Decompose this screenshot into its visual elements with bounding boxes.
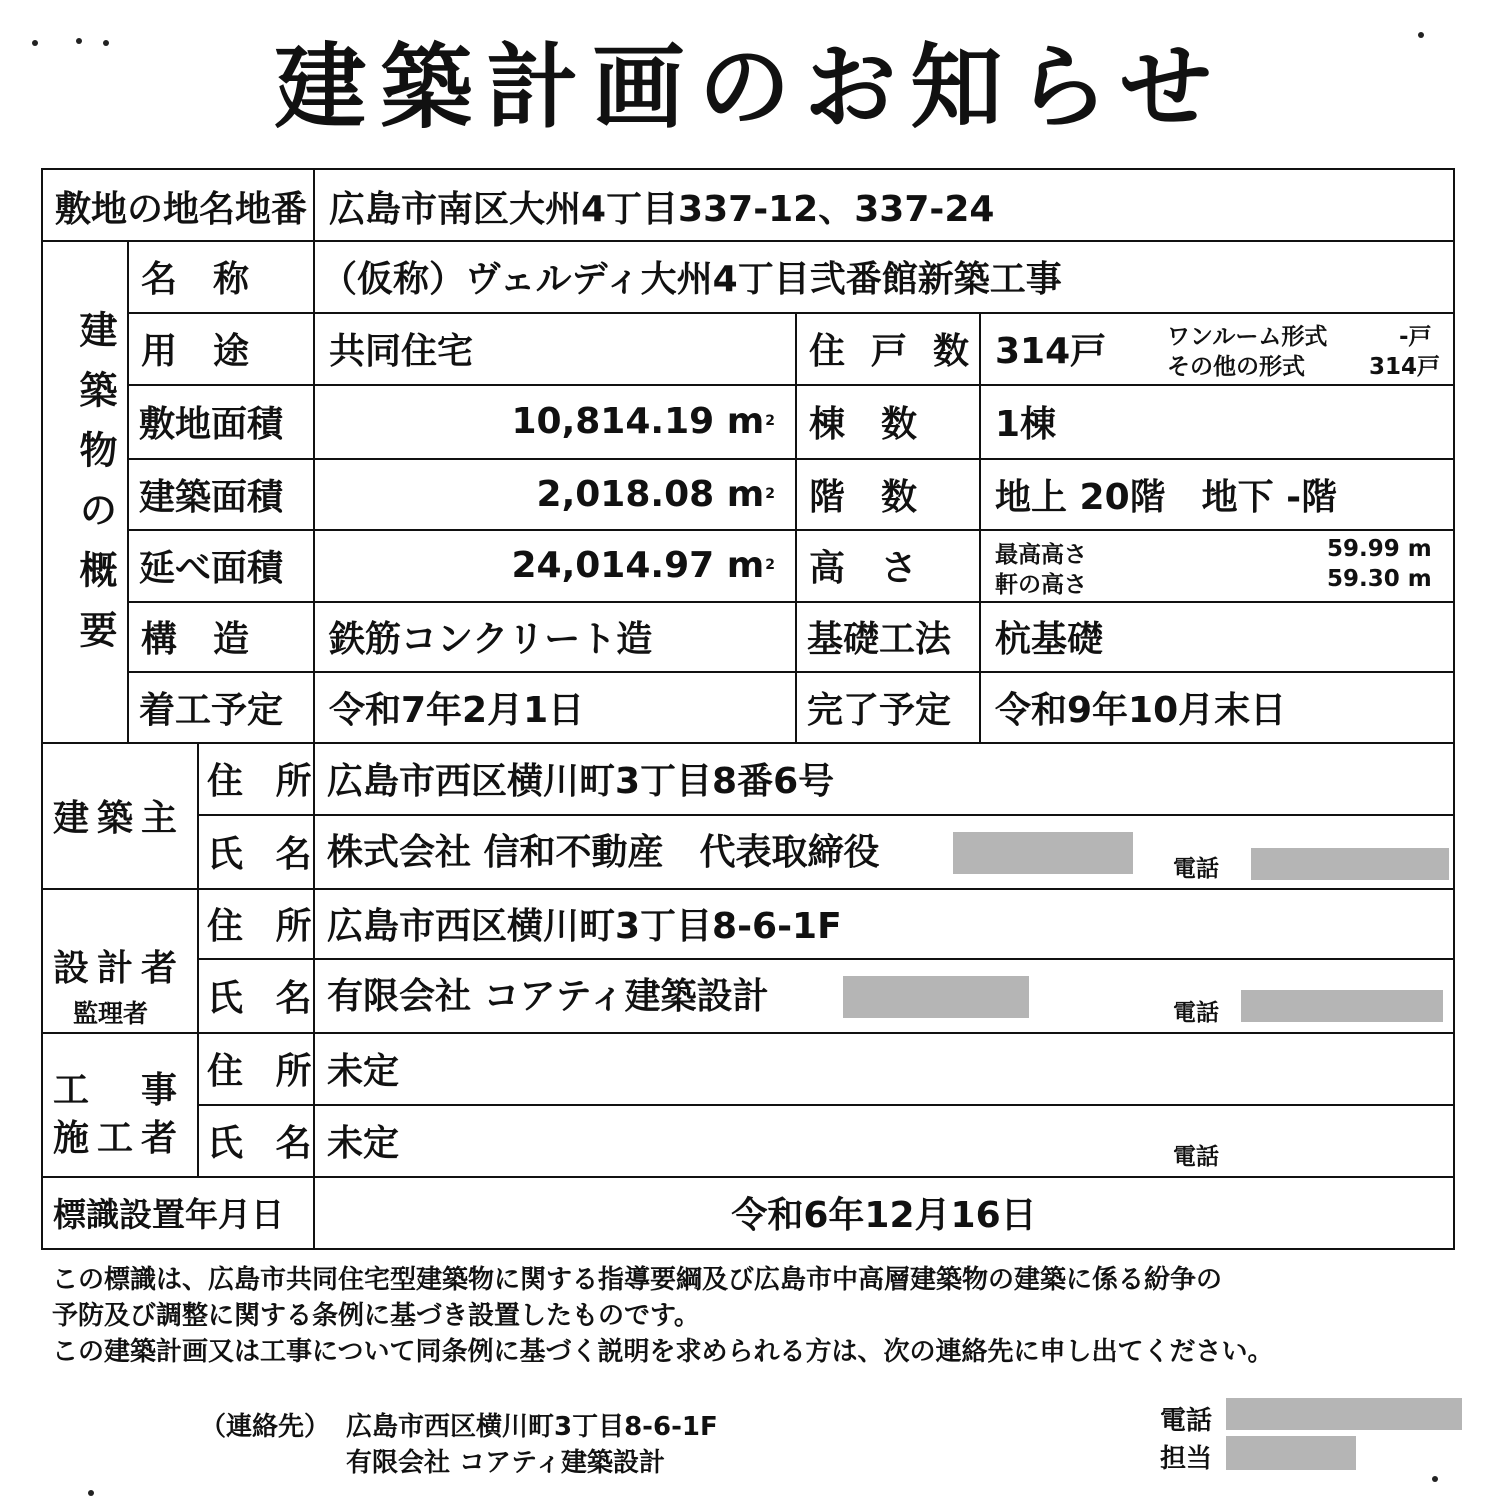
page-title: 建築計画のお知らせ	[274, 34, 1226, 141]
redacted-contact-tel	[1226, 1398, 1462, 1430]
contractor-name-value: 未定	[327, 1122, 400, 1164]
units-value: 314戸	[995, 330, 1107, 372]
eave-height-value: 59.30 m	[1327, 566, 1432, 592]
contractor-address-label: 住 所	[207, 1050, 322, 1092]
redacted-contact-person	[1226, 1436, 1356, 1470]
contractor-group-label-2: 施工者	[53, 1118, 186, 1159]
contact-company: 有限会社 コアティ建築設計	[346, 1448, 665, 1478]
designer-group-label: 設計者	[53, 948, 186, 989]
contractor-tel-label: 電話	[1173, 1144, 1219, 1170]
contact-tel-label: 電話	[1160, 1406, 1213, 1436]
foundation-value: 杭基礎	[995, 618, 1104, 660]
max-height-value: 59.99 m	[1327, 536, 1432, 562]
posted-label: 標識設置年月日	[53, 1194, 284, 1234]
legal-notice	[52, 1262, 1462, 1370]
designer-name-label: 氏 名	[207, 977, 322, 1019]
notice-line: この建築計画又は工事について同条例に基づく説明を求められる方は、次の連絡先に申し出てください。	[52, 1337, 1274, 1367]
completion-value: 令和9年10月末日	[995, 689, 1287, 731]
owner-address-label: 住 所	[207, 760, 322, 802]
buildings-label: 棟 数	[809, 403, 918, 445]
info-table	[41, 168, 1455, 1250]
use-value: 共同住宅	[329, 330, 474, 372]
building-name-label: 名 称	[141, 258, 250, 300]
site-label: 敷地の地名地番	[55, 188, 308, 230]
start-value: 令和7年2月1日	[329, 689, 585, 731]
floors-label: 階 数	[809, 476, 918, 518]
site-area-label: 敷地面積	[139, 403, 284, 445]
other-label: その他の形式	[1167, 354, 1305, 380]
contact-label: （連絡先）	[200, 1412, 331, 1442]
site-value: 広島市南区大州4丁目337-12、337-24	[329, 188, 995, 230]
other-value: 314戸	[1369, 354, 1441, 380]
max-height-label: 最高高さ	[995, 542, 1087, 568]
buildings-value: 1棟	[995, 403, 1057, 445]
posted-value: 令和6年12月16日	[731, 1194, 1037, 1236]
completion-label: 完了予定	[807, 689, 952, 731]
redacted-designer	[843, 976, 1029, 1018]
screw-mark	[1432, 1476, 1438, 1482]
owner-tel-label: 電話	[1173, 856, 1219, 882]
start-label: 着工予定	[139, 689, 284, 731]
contact-address: 広島市西区横川町3丁目8-6-1F	[346, 1412, 718, 1442]
building-group-label: 建築物の概要	[73, 310, 117, 670]
contractor-group-label-1: 工 事	[53, 1070, 186, 1111]
units-label: 住戸数	[809, 330, 996, 372]
one-room-value: -戸	[1399, 324, 1432, 350]
redacted-representative	[953, 832, 1133, 874]
designer-tel-label: 電話	[1173, 1000, 1219, 1026]
foundation-label: 基礎工法	[807, 618, 952, 660]
screw-mark	[88, 1490, 94, 1496]
designer-name-value: 有限会社 コアティ建築設計	[327, 975, 769, 1017]
use-label: 用 途	[141, 330, 250, 372]
owner-name-value: 株式会社 信和不動産 代表取締役	[327, 831, 880, 873]
total-floor-area-label: 延べ面積	[139, 547, 284, 589]
designer-address-label: 住 所	[207, 905, 322, 947]
floors-value: 地上 20階 地下 -階	[995, 476, 1338, 518]
contact-person-label: 担当	[1160, 1444, 1213, 1474]
structure-label: 構 造	[141, 618, 250, 660]
owner-group-label: 建築主	[53, 797, 186, 839]
building-name-value: （仮称）ヴェルディ大州4丁目弐番館新築工事	[321, 258, 1062, 300]
building-area-value: 2,018.08 m 2	[536, 473, 775, 515]
redacted-owner-tel	[1251, 848, 1449, 880]
designer-address-value: 広島市西区横川町3丁目8-6-1F	[327, 905, 842, 947]
designer-sub-label: 監理者	[73, 999, 149, 1028]
eave-height-label: 軒の高さ	[995, 572, 1087, 598]
building-area-label: 建築面積	[139, 476, 284, 518]
notice-line: 予防及び調整に関する条例に基づき設置したものです。	[52, 1301, 700, 1331]
site-area-value: 10,814.19 m 2	[511, 400, 775, 442]
height-label: 高 さ	[809, 547, 918, 589]
contractor-address-value: 未定	[327, 1050, 400, 1092]
contractor-name-label: 氏 名	[207, 1122, 322, 1164]
notice-line: この標識は、広島市共同住宅型建築物に関する指導要綱及び広島市中高層建築物の建築に係る紛争の	[52, 1265, 1223, 1295]
one-room-label: ワンルーム形式	[1167, 324, 1328, 350]
total-floor-area-value: 24,014.97 m 2	[511, 544, 775, 586]
owner-name-label: 氏 名	[207, 833, 322, 875]
owner-address-value: 広島市西区横川町3丁目8番6号	[327, 760, 835, 802]
redacted-designer-tel	[1241, 990, 1443, 1022]
structure-value: 鉄筋コンクリート造	[329, 618, 653, 660]
